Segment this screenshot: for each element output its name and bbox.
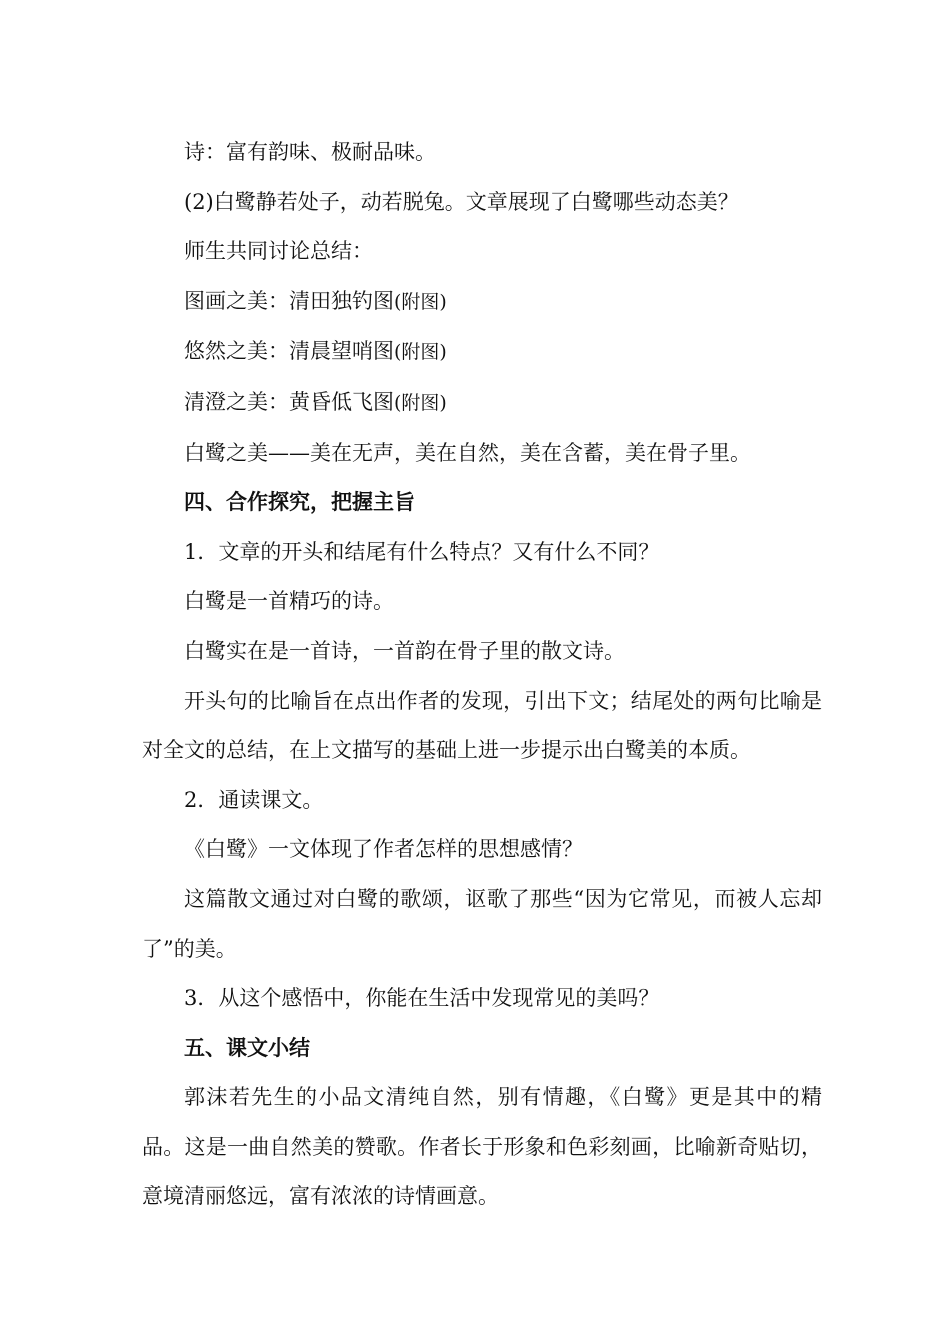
list-item-leisurely-beauty	[142, 327, 822, 378]
attachment-note: (附图)	[394, 341, 447, 364]
list-item-text: 清澄之美：黄昏低飞图	[184, 389, 394, 414]
paragraph-poem-note: 诗：富有韵味、极耐品味。	[184, 140, 436, 164]
list-item-text: 悠然之美：清晨望哨图	[184, 339, 394, 364]
attachment-note: (附图)	[394, 290, 447, 313]
question-feelings: 《白鹭》一文体现了作者怎样的思想感情？	[184, 837, 583, 862]
question-1: 1．文章的开头和结尾有什么特点？又有什么不同？	[184, 539, 660, 564]
paragraph-ending: 白鹭实在是一首诗，一首韵在骨子里的散文诗。	[184, 638, 625, 663]
paragraph-summary: 郭沫若先生的小品文清纯自然，别有情趣，《白鹭》更是其中的精品。这是一曲自然美的赞歌。作者长于形象和色彩刻画，比喻新奇贴切，意境清丽悠远，富有浓浓的诗情画意。	[142, 1085, 822, 1209]
paragraph-analysis: 开头句的比喻旨在点出作者的发现，引出下文；结尾处的两句比喻是对全文的总结，在上文描写的基础上进一步提示出白鹭美的本质。	[142, 688, 822, 763]
section-heading-5: 五、课文小结	[184, 1035, 310, 1060]
question-2: 2．通读课文。	[184, 787, 324, 812]
section-heading-4: 四、合作探究，把握主旨	[184, 490, 415, 515]
paragraph-egret-beauty: 白鹭之美——美在无声，美在自然，美在含蓄，美在骨子里。	[184, 440, 751, 465]
list-item-clear-beauty	[142, 378, 822, 429]
paragraph-praise: 这篇散文通过对白鹭的歌颂，讴歌了那些“因为它常见，而被人忘却了”的美。	[142, 886, 822, 961]
question-dynamic-beauty: (2)白鹭静若处子，动若脱兔。文章展现了白鹭哪些动态美？	[184, 189, 739, 214]
question-3: 3．从这个感悟中，你能在生活中发现常见的美吗？	[184, 986, 660, 1011]
paragraph-opening: 白鹭是一首精巧的诗。	[184, 589, 394, 614]
document-body	[142, 128, 822, 1222]
attachment-note: (附图)	[394, 391, 447, 414]
paragraph-discussion-summary: 师生共同讨论总结：	[184, 239, 373, 264]
list-item-text: 图画之美：清田独钓图	[184, 288, 394, 313]
list-item-painting-beauty	[142, 277, 822, 328]
